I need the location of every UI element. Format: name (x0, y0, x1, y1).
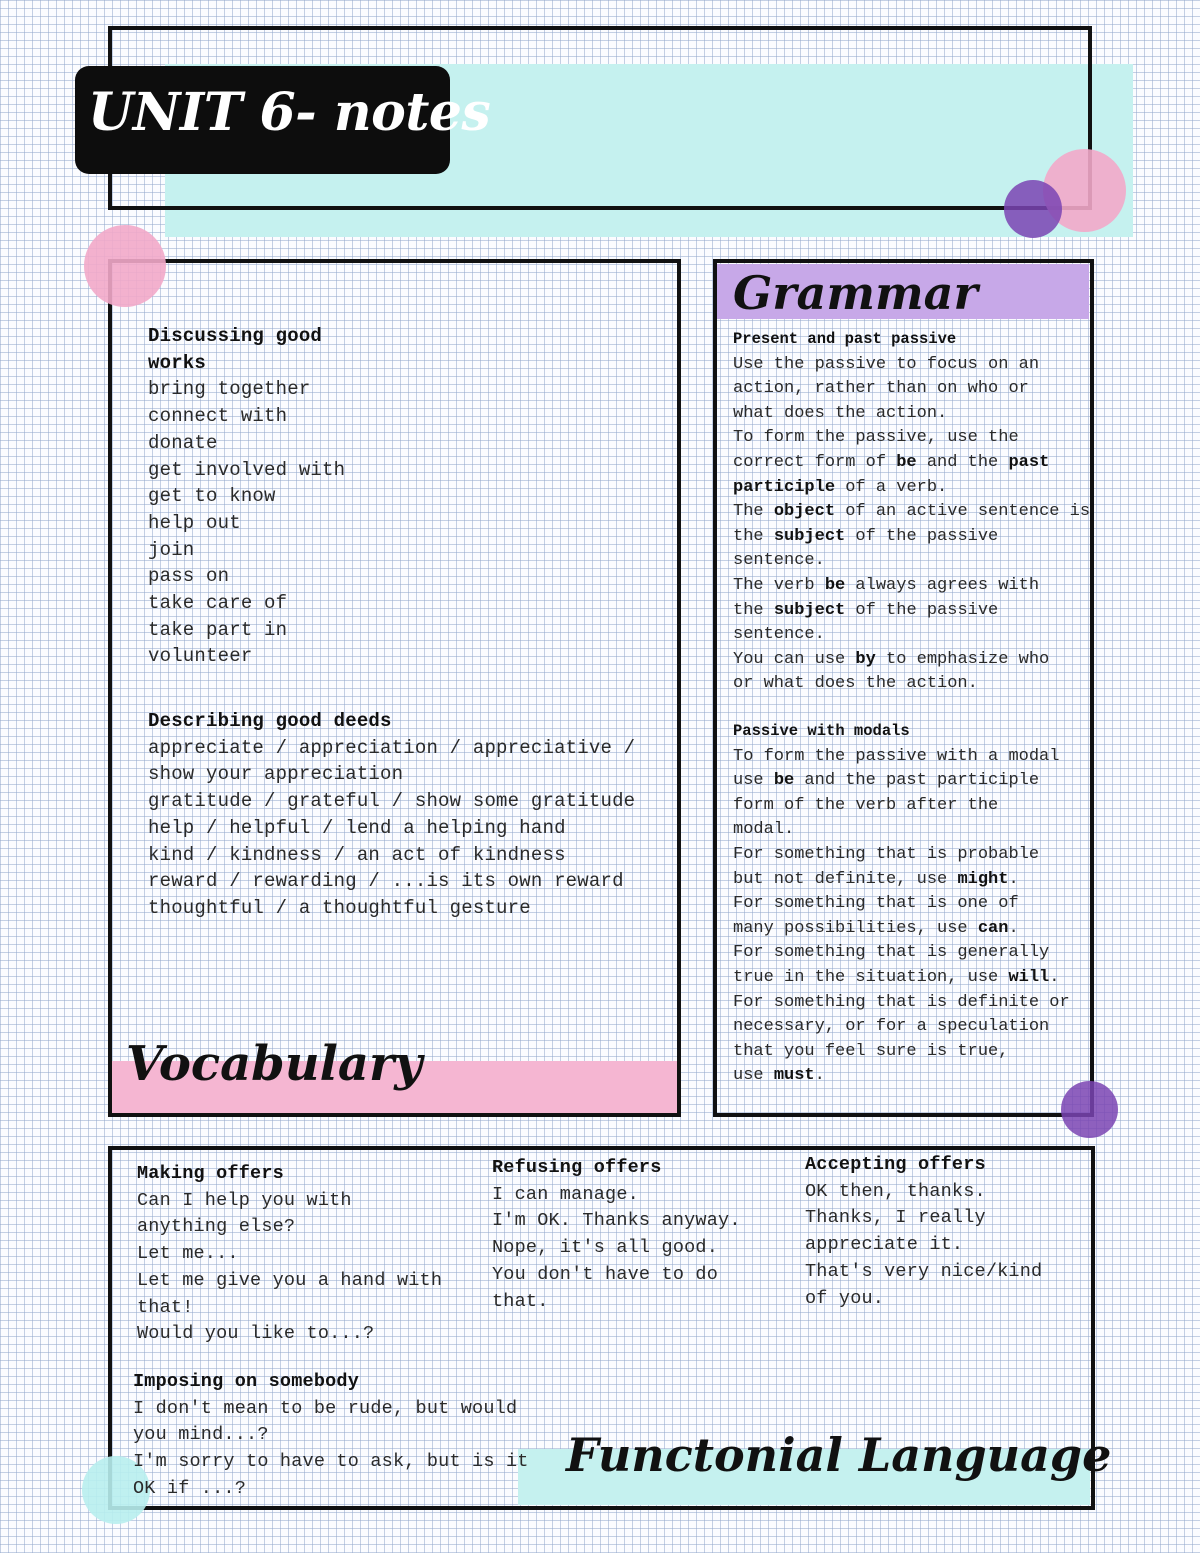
phrase-item: Nope, it's all good. (492, 1237, 719, 1259)
page-title: UNIT 6- notes (88, 82, 491, 143)
phrase-item: OK then, thanks. (805, 1180, 986, 1202)
vocab-item: connect with (148, 405, 288, 428)
deed-item: gratitude / grateful / show some gratitude (148, 790, 636, 813)
decor-circle-purple-top (1004, 180, 1062, 238)
grammar-line: sentence. (733, 551, 825, 571)
grammar-line: For something that is one of (733, 894, 1019, 914)
grammar-line: form of the verb after the (733, 795, 999, 815)
refusing-offers-title: Refusing offers (492, 1157, 662, 1178)
grammar-line: Use the passive to focus on an (733, 354, 1040, 374)
vocabulary-list (148, 323, 668, 670)
phrase-item: anything else? (137, 1216, 296, 1238)
imposing-list (133, 1369, 529, 1503)
grammar-line: action, rather than on who or (733, 379, 1029, 399)
grammar-line: The object of an active sentence is (733, 502, 1091, 522)
decor-circle-pink-left (84, 225, 166, 307)
grammar-line: sentence. (733, 625, 825, 645)
accepting-offers-title: Accepting offers (805, 1154, 986, 1175)
deed-item: help / helpful / lend a helping hand (148, 816, 566, 839)
grammar-line: that you feel sure is true, (733, 1041, 1009, 1061)
phrase-item: Would you like to...? (137, 1323, 375, 1345)
grammar-line: many possibilities, use can. (733, 918, 1019, 938)
deed-item: reward / rewarding / ...is its own reward (148, 870, 624, 893)
vocab-item: donate (148, 431, 218, 454)
vocab-item: take part in (148, 618, 288, 641)
grammar-section-title: Present and past passive (733, 330, 957, 348)
phrase-item: that! (137, 1296, 194, 1318)
phrase-item: I'm OK. Thanks anyway. (492, 1210, 741, 1232)
vocab-section-title-cont: works (148, 351, 207, 374)
deed-item: thoughtful / a thoughtful gesture (148, 896, 531, 919)
phrase-item: You don't have to do (492, 1263, 719, 1285)
grammar-line: For something that is generally (733, 943, 1050, 963)
phrase-item: Let me give you a hand with (137, 1269, 443, 1291)
grammar-line: necessary, or for a speculation (733, 1017, 1050, 1037)
vocab-item: volunteer (148, 645, 253, 668)
grammar-line: but not definite, use might. (733, 869, 1019, 889)
accepting-offers-list (805, 1152, 1042, 1312)
vocab-item: pass on (148, 565, 230, 588)
phrase-item: Thanks, I really (805, 1207, 986, 1229)
grammar-line: the subject of the passive (733, 600, 999, 620)
deeds-section-title: Describing good deeds (148, 710, 392, 732)
vocab-item: join (148, 538, 195, 561)
making-offers-list (137, 1161, 442, 1348)
vocab-item: take care of (148, 592, 288, 615)
grammar-line: modal. (733, 820, 795, 840)
vocab-item: get to know (148, 485, 276, 508)
phrase-item: Let me... (137, 1243, 239, 1265)
making-offers-title: Making offers (137, 1163, 284, 1184)
grammar-passive-section (733, 327, 1091, 697)
grammar-line: You can use by to emphasize who (733, 649, 1050, 669)
phrase-item: That's very nice/kind (805, 1260, 1043, 1282)
phrase-item: that. (492, 1290, 549, 1312)
grammar-line: participle of a verb. (733, 477, 948, 497)
vocab-item: get involved with (148, 458, 346, 481)
vocab-section-title: Discussing good (148, 325, 323, 347)
grammar-line: or what does the action. (733, 674, 978, 694)
phrase-item: of you. (805, 1287, 885, 1309)
grammar-line: To form the passive with a modal (733, 746, 1060, 766)
phrase-item: I can manage. (492, 1183, 639, 1205)
grammar-line: what does the action. (733, 403, 948, 423)
functional-heading: Functonial Language (566, 1428, 1112, 1482)
phrase-item: Can I help you with (137, 1189, 352, 1211)
grammar-line: true in the situation, use will. (733, 967, 1060, 987)
grammar-heading: Grammar (733, 266, 978, 320)
grammar-modals-section (733, 719, 1088, 1089)
grammar-section-title: Passive with modals (733, 722, 910, 740)
deeds-list (148, 708, 668, 922)
grammar-line: For something that is definite or (733, 992, 1070, 1012)
vocab-item: help out (148, 511, 241, 534)
refusing-offers-list (492, 1155, 741, 1315)
imposing-title: Imposing on somebody (133, 1371, 360, 1392)
phrase-item: you mind...? (133, 1424, 269, 1446)
grammar-line: use must. (733, 1066, 825, 1086)
grammar-line: The verb be always agrees with (733, 575, 1040, 595)
grammar-line: the subject of the passive (733, 526, 999, 546)
deed-item: show your appreciation (148, 763, 404, 786)
decor-circle-purple-right (1061, 1081, 1118, 1138)
phrase-item: OK if ...? (133, 1477, 247, 1499)
vocab-item: bring together (148, 378, 311, 401)
phrase-item: appreciate it. (805, 1234, 964, 1256)
grammar-line: For something that is probable (733, 844, 1040, 864)
grammar-line: use be and the past participle (733, 771, 1040, 791)
vocabulary-heading: Vocabulary (126, 1036, 423, 1092)
deed-item: kind / kindness / an act of kindness (148, 843, 566, 866)
grammar-line: correct form of be and the past (733, 452, 1050, 472)
deed-item: appreciate / appreciation / appreciative / (148, 736, 636, 759)
grammar-line: To form the passive, use the (733, 428, 1019, 448)
phrase-item: I'm sorry to have to ask, but is it (133, 1451, 529, 1473)
phrase-item: I don't mean to be rude, but would (133, 1397, 518, 1419)
